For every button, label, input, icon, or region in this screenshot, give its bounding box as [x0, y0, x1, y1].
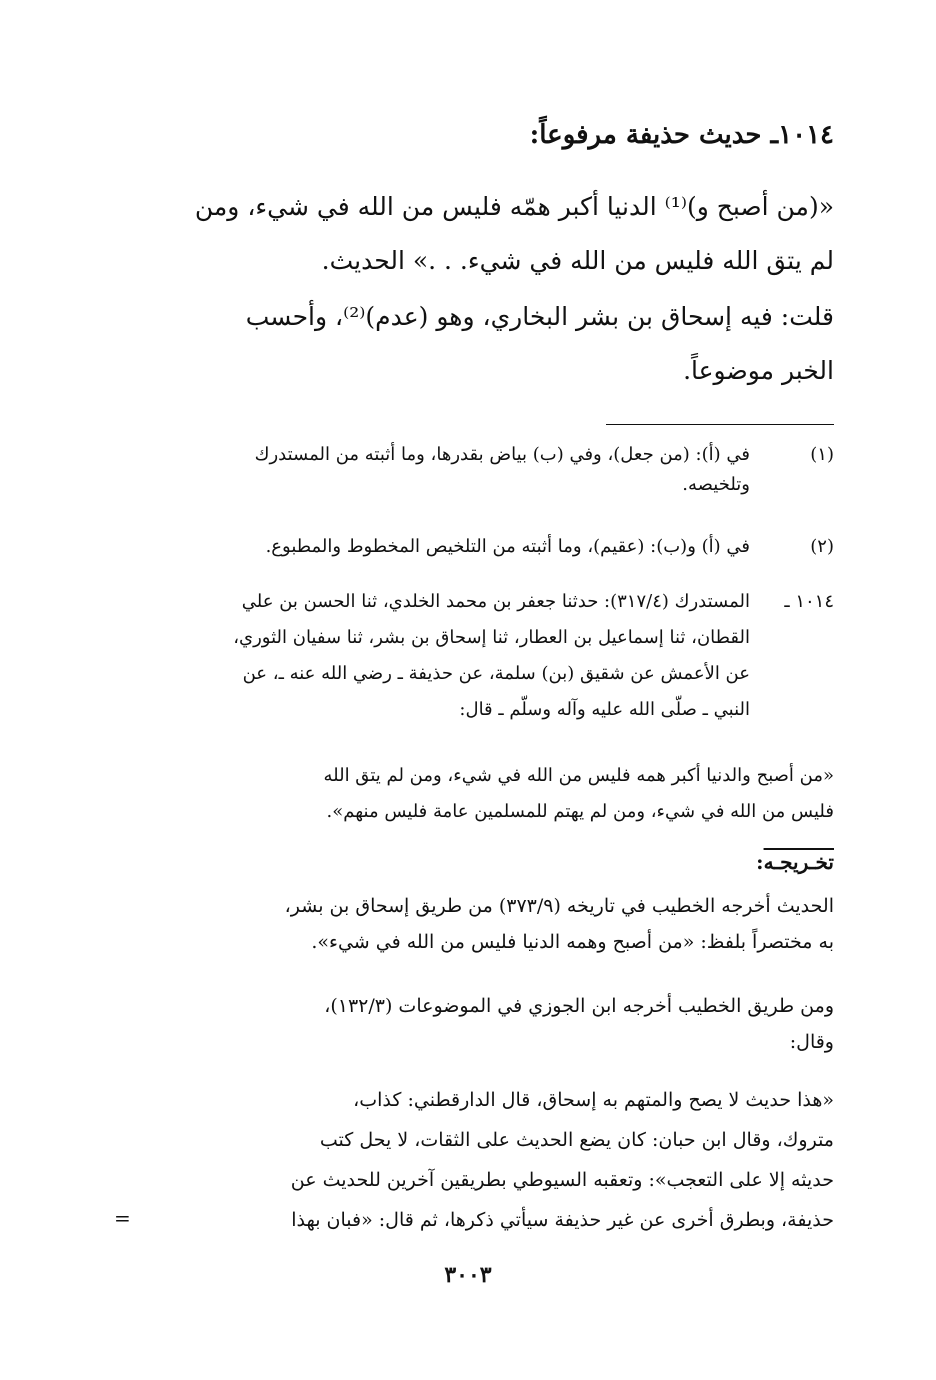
takhrij-title: تخـريجـه	[763, 850, 834, 874]
takhrij-heading	[756, 850, 834, 874]
takhrij-colon: :	[756, 850, 764, 874]
takhrij-paragraph-3	[134, 1080, 834, 1240]
footnote-line: في (أ) و(ب): (عقيم)، وما أثبته من التلخيص المخطوط والمطبوع.	[265, 536, 750, 557]
commentary-line: عن الأعمش عن شقيق (بن) سلمة، عن حذيفة ـ رضي الله عنه ـ، عن	[242, 663, 750, 684]
takhrij-line: «هذا حديث لا يصح والمتهم به إسحاق، قال الدارقطني: كذاب،	[353, 1089, 834, 1111]
commentary-number: ١٠١٤ ـ	[784, 591, 834, 612]
footnote-number: (٢)	[810, 536, 834, 557]
takhrij-paragraph-1	[134, 888, 834, 960]
commentary-line: المستدرك (٣١٧/٤): حدثنا جعفر بن محمد الخلدي، ثنا الحسن بن علي	[241, 591, 750, 612]
takhrij-line: الحديث أخرجه الخطيب في تاريخه (٣٧٣/٩) من طريق إسحاق بن بشر،	[284, 895, 834, 917]
takhrij-line: حذيفة، وبطرق أخرى عن غير حذيفة سيأتي ذكرها، ثم قال: «فبان بهذا	[291, 1209, 834, 1231]
footnote-2	[134, 532, 834, 562]
continuation-mark: =	[114, 1206, 131, 1230]
hadith-heading	[134, 120, 834, 150]
quote-line: فليس من الله في شيء، ومن لم يهتم للمسلمين عامة فليس منهم».	[326, 801, 834, 822]
footnote-line: في (أ): (من جعل)، وفي (ب) بياض بقدرها، وما أثبته من المستدرك	[254, 444, 750, 465]
commentary-line: القطان، ثنا إسماعيل بن العطار، ثنا إسحاق بن بشر، ثنا سفيان الثوري،	[233, 627, 750, 648]
takhrij-paragraph-2	[134, 988, 834, 1060]
takhrij-line: متروك، وقال ابن حبان: كان يضع الحديث على الثقات، لا يحل كتب	[319, 1129, 834, 1151]
footnote-line: وتلخيصه.	[682, 474, 750, 495]
main-line: قلت: فيه إسحاق بن بشر البخاري، وهو (عدم)⁽²⁾، وأحسب	[245, 302, 834, 331]
footnote-1	[134, 440, 834, 500]
hadith-quote	[134, 758, 834, 830]
main-text	[134, 180, 834, 398]
footnote-number: (١)	[810, 444, 834, 465]
footnote-separator	[606, 424, 834, 425]
main-line: لم يتق الله فليس من الله في شيء. . .» الحديث.	[321, 246, 834, 275]
page-number: ٣٠٠٣	[444, 1262, 492, 1288]
takhrij-line: وقال:	[789, 1031, 834, 1053]
commentary	[134, 584, 834, 728]
takhrij-line: ومن طريق الخطيب أخرجه ابن الجوزي في الموضوعات (١٣٢/٣)،	[324, 995, 834, 1017]
main-line: «(من أصبح و)⁽¹⁾ الدنيا أكبر همّه فليس من الله في شيء، ومن	[194, 192, 834, 221]
takhrij-line: حديثه إلا على التعجب»: وتعقبه السيوطي بطريقين آخرين للحديث عن	[290, 1169, 834, 1191]
takhrij-line: به مختصراً بلفظ: «من أصبح وهمه الدنيا فليس من الله في شيء».	[311, 931, 834, 953]
main-line: الخبر موضوعاً.	[683, 356, 834, 385]
heading-text: ١٠١٤ـ حديث حذيفة مرفوعاً:	[529, 120, 834, 150]
commentary-line: النبي ـ صلّى الله عليه وآله وسلّم ـ قال:	[459, 699, 750, 720]
quote-line: «من أصبح والدنيا أكبر همه فليس من الله في شيء، ومن لم يتق الله	[323, 765, 834, 786]
